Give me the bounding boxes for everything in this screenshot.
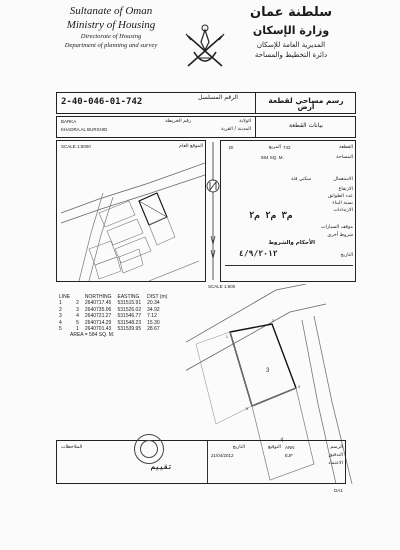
table-cell: 1 bbox=[76, 326, 79, 333]
table-cell: 2 bbox=[76, 300, 79, 307]
vertex-label-3: 3 bbox=[298, 385, 300, 389]
role-drawn-label: الرسم bbox=[330, 445, 343, 450]
plot-info-panel bbox=[220, 140, 356, 282]
floors-label: عدد الطوابق bbox=[328, 194, 353, 199]
location-divider bbox=[255, 117, 256, 137]
header-ar-directorate: المديرية العامة للإسكان bbox=[256, 41, 326, 49]
date-value: ٤/٩/٢٠١٢ bbox=[239, 249, 278, 258]
table-cell: 28.67 bbox=[147, 326, 160, 333]
scale-small-label: SCALE 1:5000 bbox=[61, 144, 91, 149]
table-cell: 7.12 bbox=[147, 313, 157, 320]
table-cell: 531548.23 bbox=[117, 319, 142, 326]
date-col-label: التاريخ bbox=[232, 445, 245, 450]
sheet-code: DA1 bbox=[334, 488, 343, 493]
table-cell: 531546.77 bbox=[117, 313, 142, 320]
area-label: المساحة bbox=[336, 155, 353, 160]
village-value: KHADRA AL BURSHID bbox=[61, 127, 108, 132]
square-value: DI bbox=[229, 145, 234, 150]
table-cell: 15.30 bbox=[147, 319, 160, 326]
table-cell: 2 bbox=[59, 306, 62, 313]
signature-col-label: التوقيع bbox=[267, 445, 281, 450]
header-ar-ministry-logo: وزارة الإسكان bbox=[252, 24, 330, 37]
header-line-country: Sultanate of Oman bbox=[69, 5, 153, 17]
conditions-value: الأحكام والشروط bbox=[268, 240, 315, 246]
table-cell: 531539.95 bbox=[117, 326, 142, 333]
table-cell: 3 bbox=[76, 306, 79, 313]
vertex-label-1: 1 bbox=[226, 335, 228, 339]
table-header-dist: DIST (m) bbox=[147, 294, 168, 300]
table-cell: 531515.91 bbox=[117, 300, 142, 307]
use-label: الاستعمال bbox=[333, 177, 353, 182]
date-label: التاريخ bbox=[340, 253, 353, 258]
oman-emblem-icon bbox=[182, 22, 228, 76]
stamp-inner-ring bbox=[140, 440, 158, 458]
general-site-label: الموقع العام bbox=[179, 144, 203, 149]
setback-values: م٣ م٢ م٢ bbox=[249, 211, 293, 221]
location-row bbox=[56, 116, 356, 138]
header-ar-country: سلطنة عمان bbox=[249, 5, 333, 20]
table-cell: 20.34 bbox=[147, 300, 160, 307]
vertex-label-5: 5 bbox=[246, 407, 248, 411]
notes-label: الملاحظات bbox=[61, 445, 83, 450]
square-label: المربع bbox=[268, 145, 281, 150]
drawn-initials: EJF bbox=[285, 453, 294, 458]
panel-divider bbox=[225, 265, 353, 266]
coordinates-table bbox=[56, 294, 170, 332]
table-cell: 2640714.29 bbox=[84, 319, 112, 326]
header-line-ministry: Ministry of Housing bbox=[66, 19, 156, 31]
table-cell: 2640717.45 bbox=[84, 300, 112, 307]
table-cell: 2640721.27 bbox=[84, 313, 112, 320]
table-cell: 3 bbox=[59, 313, 62, 320]
signature-value: تقييم bbox=[151, 463, 173, 471]
table-cell: 2640701.43 bbox=[84, 326, 112, 333]
general-site-panel bbox=[56, 140, 206, 282]
wilayat-value: BARKA bbox=[61, 119, 77, 124]
header-english bbox=[52, 4, 170, 50]
north-arrow-icon bbox=[206, 140, 220, 282]
use-value: سكني فئة bbox=[291, 177, 311, 182]
vertex-label-2: 2 bbox=[272, 319, 274, 323]
role-checked-label: التدقيق bbox=[328, 453, 343, 458]
coordinates-table-area bbox=[56, 294, 186, 354]
wilayat-label: الولاية bbox=[239, 119, 251, 124]
coverage-label: نسبة البناء bbox=[332, 201, 353, 206]
general-site-map bbox=[59, 153, 205, 281]
table-cell: 34.92 bbox=[147, 306, 160, 313]
parcel-number-4: 4 bbox=[280, 438, 284, 444]
area-note: AREA = 584 SQ. M. bbox=[70, 332, 115, 339]
conditions-label: شروط أخرى bbox=[327, 233, 353, 238]
village-label: المدينة / القرية bbox=[221, 127, 251, 132]
table-header-northing: NORTHING bbox=[84, 294, 112, 300]
role-approved-label: الاعتماد bbox=[328, 461, 343, 466]
area-value: 584 SQ. M. bbox=[261, 155, 284, 160]
table-cell: 5 bbox=[76, 319, 79, 326]
parking-label: موقف السيارات bbox=[321, 225, 353, 230]
signature-block bbox=[56, 440, 346, 484]
plot-info-label: بيانات القطعة bbox=[289, 122, 323, 129]
plot-label: القطعة bbox=[338, 145, 353, 150]
scale-large-label: SCALE 1:600 bbox=[208, 284, 236, 289]
height-label: الارتفاع bbox=[338, 187, 353, 192]
table-cell: 531526.02 bbox=[117, 306, 142, 313]
signature-divider bbox=[207, 441, 208, 483]
table-cell: 4 bbox=[59, 319, 62, 326]
table-header-easting: EASTING bbox=[117, 294, 140, 300]
header-line-directorate: Directorate of Housing bbox=[80, 33, 142, 40]
drawing-title: رسم مساحي لقطعة أرض bbox=[268, 96, 344, 111]
coordinates-table-body bbox=[56, 300, 170, 332]
serial-number: 2-40-046-01-742 bbox=[61, 97, 143, 107]
table-cell: 4 bbox=[76, 313, 79, 320]
parcel-number-3: 3 bbox=[266, 368, 270, 374]
header-line-department: Department of planning and survey bbox=[64, 42, 158, 49]
map-no-label: رقم الخريطة bbox=[165, 119, 191, 124]
official-stamp-icon bbox=[134, 434, 164, 464]
plot-number-value: 742 bbox=[283, 145, 291, 150]
header-arabic bbox=[230, 4, 352, 60]
table-header-line: LINE bbox=[59, 294, 71, 300]
table-cell: 5 bbox=[59, 326, 62, 333]
table-cell: 2640735.06 bbox=[84, 306, 112, 313]
setbacks-label: الارتدادات bbox=[333, 208, 353, 213]
table-cell: 1 bbox=[59, 300, 62, 307]
serial-label: الرقم المسلسل bbox=[198, 94, 238, 101]
title-divider bbox=[255, 93, 256, 113]
title-row bbox=[56, 92, 356, 114]
drawn-name: ANN bbox=[285, 445, 295, 450]
drawn-date: 21/04/2012 bbox=[211, 453, 234, 458]
north-arrow-column bbox=[206, 140, 220, 282]
header-ar-department: دائرة التخطيط والمساحة bbox=[254, 51, 328, 59]
